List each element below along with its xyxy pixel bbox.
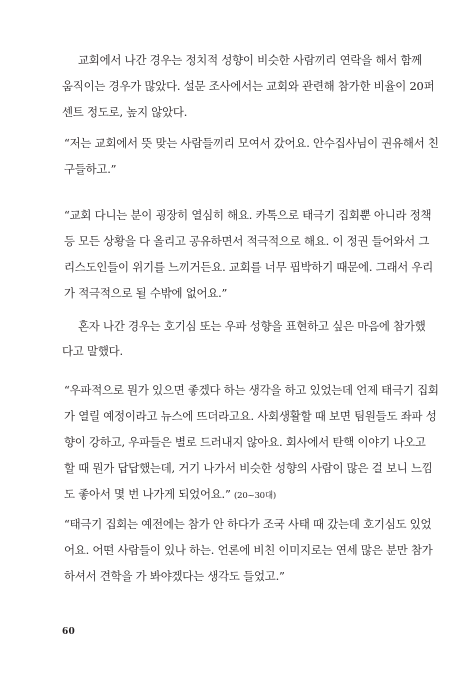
quote-3-source: (20~30대) xyxy=(234,491,277,501)
quote-3-line-5 xyxy=(64,487,276,503)
page-number: 60 xyxy=(62,627,75,637)
paragraph-1-line-2: 움직이는 경우가 많았다. 설문 조사에서는 교회와 관련해 참가한 비율이 20퍼 xyxy=(62,79,435,93)
paragraph-1-line-3: 센트 정도로, 높지 않았다. xyxy=(62,105,188,119)
quote-3-line-3: 향이 강하고, 우파들은 별로 드러내지 않아요. 회사에서 탄핵 이야기 나오고 xyxy=(64,435,426,449)
paragraph-2-line-2: 다고 말했다. xyxy=(62,344,123,358)
quote-1-line-2: 구들하고.” xyxy=(64,162,117,176)
quote-4-line-1: “태극기 집회는 예전에는 참가 안 하다가 조국 사태 때 갔는데 호기심도 있었 xyxy=(64,517,432,531)
quote-3-line-4: 할 때 뭔가 답답했는데, 거기 나가서 비슷한 성향의 사람이 많은 걸 보니 느낌 xyxy=(64,461,433,475)
quote-4-line-3: 하셔서 견학을 가 봐야겠다는 생각도 들었고.” xyxy=(64,569,285,583)
quote-4-line-2: 어요. 어떤 사람들이 있나 하는. 언론에 비친 이미지로는 연세 많은 분만 참가 xyxy=(64,543,433,557)
quote-3-line-2: 가 열릴 예정이라고 뉴스에 뜨더라고요. 사회생활할 때 보면 팀원들도 좌파 성 xyxy=(64,409,437,423)
quote-3-line-5-text: 도 좋아서 몇 번 나가게 되었어요.” xyxy=(64,487,231,501)
quote-2-line-1: “교회 다니는 분이 굉장히 열심히 해요. 카톡으로 태극기 집회뿐 아니라 정책 xyxy=(64,208,432,222)
quote-2-line-2: 등 모든 상황을 다 올리고 공유하면서 적극적으로 해요. 이 정권 들어와서 그 xyxy=(64,234,430,248)
paragraph-2-line-1: 혼자 나간 경우는 호기심 또는 우파 성향을 표현하고 싶은 마음에 참가했 xyxy=(78,319,426,333)
quote-2-line-4: 가 적극적으로 될 수밖에 없어요.” xyxy=(64,286,228,300)
quote-3-line-1: “우파적으로 뭔가 있으면 좋겠다 하는 생각을 하고 있었는데 언제 태극기 집회 xyxy=(64,383,439,397)
paragraph-1-line-1: 교회에서 나간 경우는 정치적 성향이 비슷한 사람끼리 연락을 해서 함께 xyxy=(78,53,423,67)
quote-1-line-1: “저는 교회에서 뜻 맞는 사람들끼리 모여서 갔어요. 안수집사님이 권유해서 친 xyxy=(64,136,439,150)
quote-2-line-3: 리스도인들이 위기를 느끼거든요. 교회를 너무 핍박하기 때문에. 그래서 우리 xyxy=(64,260,434,274)
